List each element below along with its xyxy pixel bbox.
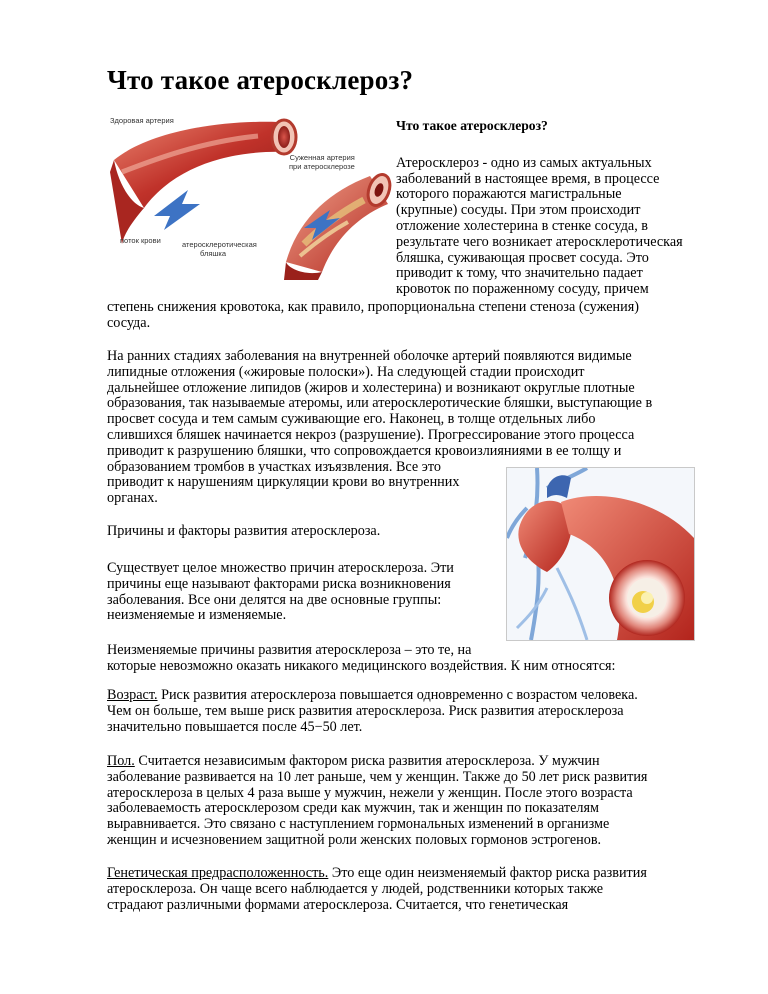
label-plaque-line2: бляшка [200,249,227,258]
genetic-line-1: атеросклероза. Он чаще всего наблюдается у людей, родственники которых также [107,880,604,897]
intro-line-4: отложение холестерина в стенке сосуда, в [396,217,648,234]
sex-line-1: заболевание развивается на 10 лет раньше, чем у женщин. Также до 50 лет риск развития [107,768,648,785]
label-narrowed-line2: при атеросклерозе [289,162,355,171]
age-line1-text: Риск развития атеросклероза повышается одновременно с возрастом человека. [157,687,638,703]
paragraph-causes [107,561,707,624]
genetic-line-2: страдают различными формами атеросклероза. Считается, что генетическая [107,896,569,913]
intro-line-6: бляшка, суживающая просвет сосуда. Это [396,249,649,266]
sex-line1-text: Считается независимым фактором риска развития атеросклероза. У мужчин [134,753,600,769]
stages-line-8: приводит к нарушениям циркуляции крови во внутренних [107,474,460,491]
stages-line-3: образования, так называемые атеромы, или атеросклеротические бляшки, выступающие в [107,395,653,412]
sex-term: Пол. [107,753,135,769]
causes-line-3: неизменяемые и изменяемые. [107,607,287,624]
paragraph-unchangeable [107,643,707,675]
stages-line-0: На ранних стадиях заболевания на внутренней оболочке артерий появляются видимые [107,348,632,364]
genetic-line1-text: Это еще один неизменяемый фактор риска развития [328,865,647,881]
genetic-term: Генетическая предрасположенность. [107,865,329,881]
intro-line-3: (крупные) сосуды. При этом происходит [396,202,641,219]
factor-age [107,688,707,735]
artery-illustration [108,112,392,280]
age-term: Возраст. [107,687,158,703]
causes-line-0: Существует целое множество причин атеросклероза. Эти [107,560,454,576]
page-title: Что такое атеросклероз? [107,65,414,95]
factor-genetic [107,866,707,913]
intro-line-7: приводит к тому, что значительно падает [396,265,643,282]
sex-line-4: выравнивается. Это связано с наступлением гормональных изменений в организме [107,816,610,833]
label-healthy-artery: Здоровая артерия [110,116,174,125]
intro-line-2: которого поражаются магистральные [396,186,622,203]
genetic-line-0 [107,866,707,882]
label-blood-flow: поток крови [120,236,161,245]
label-narrowed-artery [289,153,355,171]
stages-line-7: образованием тромбов в участках изъязвления. Все это [107,458,441,475]
intro-cont-line-1: сосуда. [107,314,151,331]
causes-heading: Причины и факторы развития атеросклероза. [107,523,381,539]
stages-line-6: приводит к разрушению бляшки, что сопровождается кровоизлияниями в ее толщу и [107,442,622,459]
stages-line-5: слившихся бляшек начинается некроз (разрушение). Прогрессирование этого процесса [107,426,635,443]
sex-line-3: заболеваемость атеросклерозом среди как мужчин, так и женщин по показателям [107,800,599,817]
age-line-2: значительно повышается после 45−50 лет. [107,718,363,735]
sex-line-2: атеросклероза в целых 4 раза выше у мужчин, нежели у женщин. После этого возраста [107,784,633,801]
intro-continuation [107,300,707,332]
factor-sex [107,754,707,849]
stages-line-9: органах. [107,490,158,507]
label-plaque-line1: атеросклеротическая [182,240,257,249]
intro-heading: Что такое атеросклероз? [396,118,548,133]
intro-line-5: результате чего возникает атеросклеротическая [396,233,683,250]
intro-cont-line-0: степень снижения кровотока, как правило, пропорциональна степени стеноза (сужения) [107,299,639,315]
intro-line-0: Атеросклероз - одно из самых актуальных [396,154,652,171]
sex-line-0 [107,754,707,770]
age-line-0 [107,688,707,704]
stages-line-2: дальнейшее отложение липидов (жиров и холестерина) и возникают округлые плотные [107,379,635,396]
age-line-1: Чем он больше, тем выше риск развития атеросклероза. Риск развития атеросклероза [107,702,624,719]
unchangeable-line-0: Неизменяемые причины развития атеросклероза – это те, на [107,642,472,658]
causes-line-2: заболевания. Все они делятся на две основные группы: [107,591,442,608]
sex-line-5: женщин и исчезновением защитной роли женских половых гормонов эстрогенов. [107,831,602,848]
unchangeable-line-1: которые невозможно оказать никакого медицинского воздействия. К ним относятся: [107,657,616,674]
label-narrowed-line1: Суженная артерия [289,153,355,162]
intro-section [396,118,716,298]
blood-flow-arrow-icon [154,190,200,230]
label-plaque [182,240,257,258]
intro-line-1: заболеваний в настоящее время, в процессе [396,170,660,187]
stages-line-4: просвет сосуда и тем самым суживающие его. Наконец, в толще отдельных либо [107,411,596,428]
stages-line-1: липидные отложения («жировые полоски»). На следующей стадии происходит [107,363,585,380]
intro-line-8: кровоток по пораженному сосуду, причем [396,281,649,298]
causes-line-1: причины еще называют факторами риска возникновения [107,575,451,592]
